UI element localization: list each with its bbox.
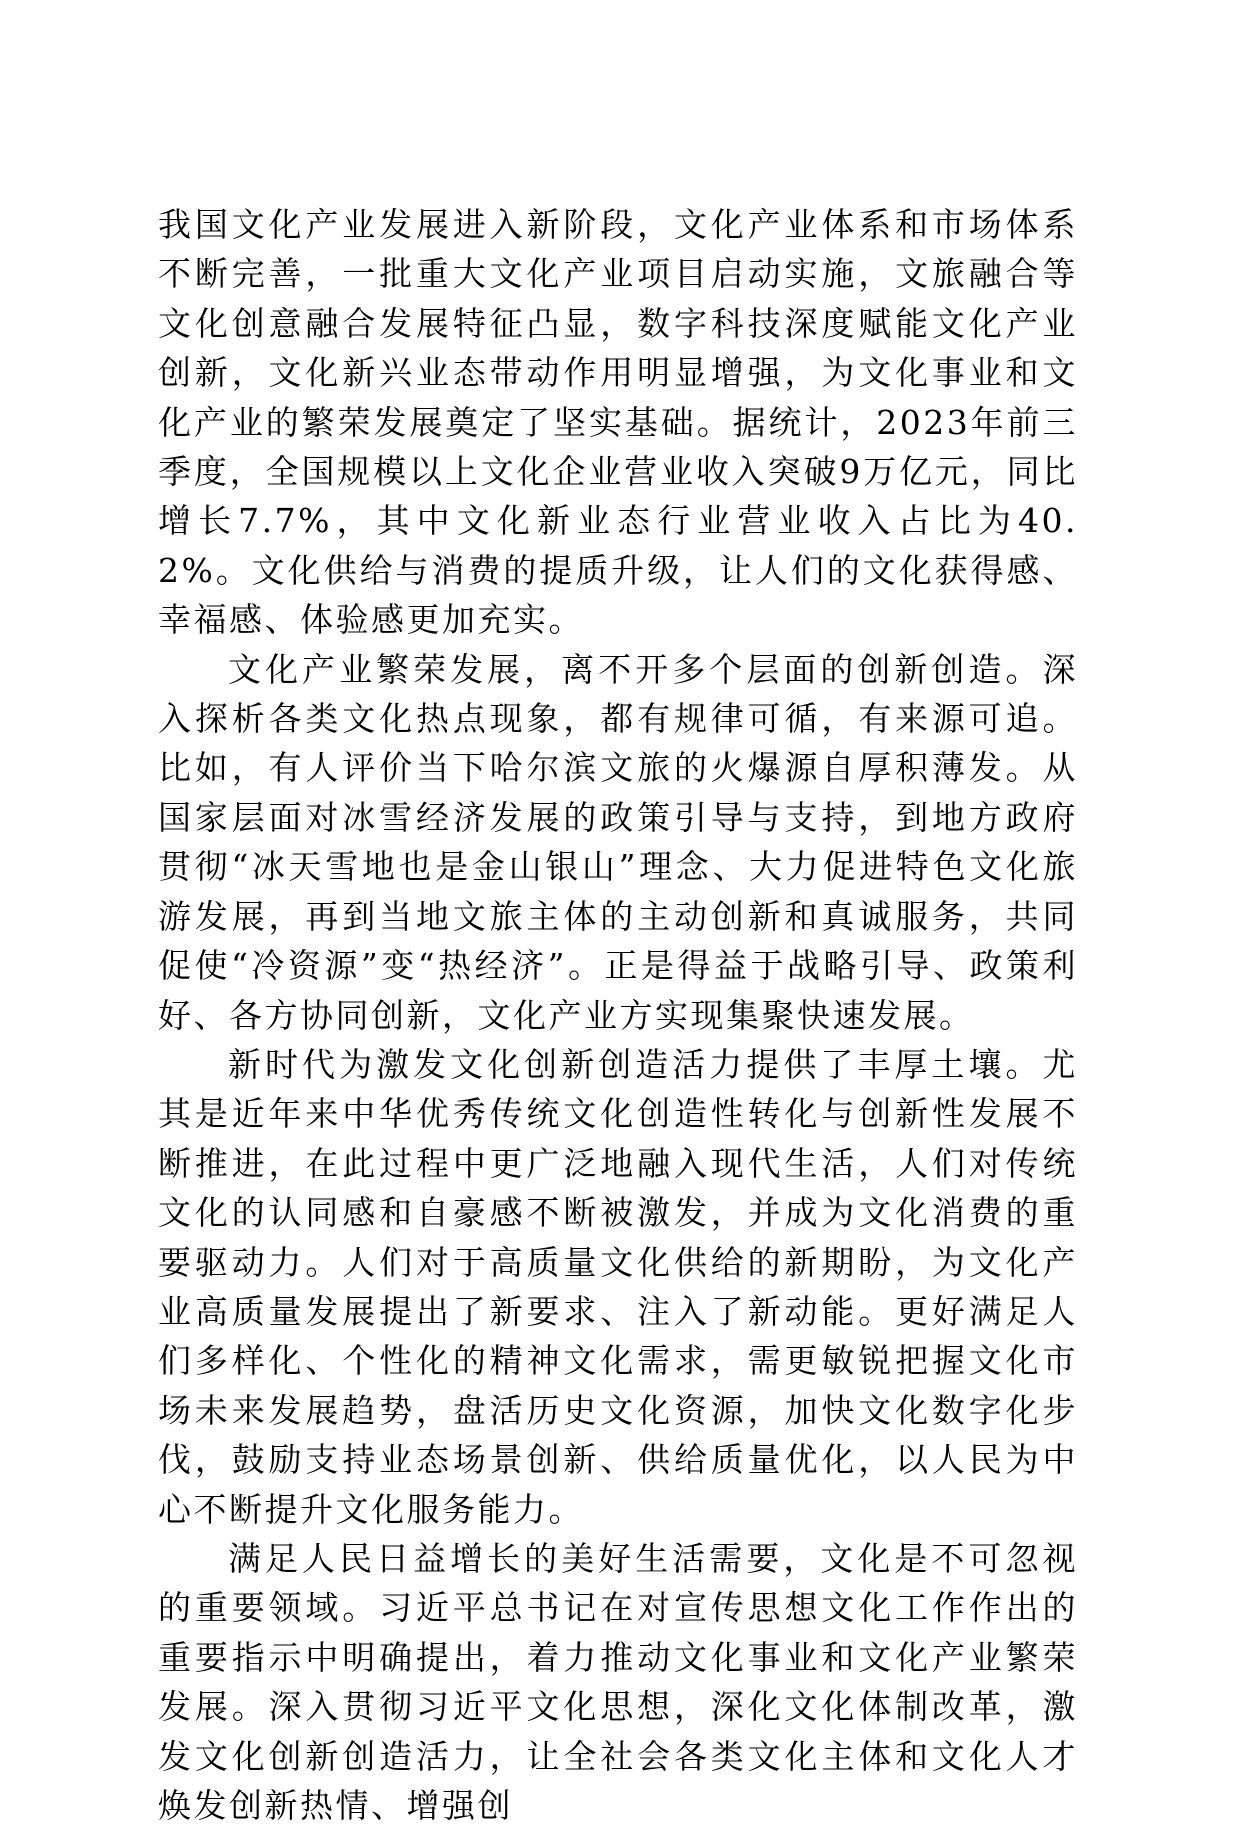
paragraph-1: 我国文化产业发展进入新阶段，文化产业体系和市场体系不断完善，一批重大文化产业项目启动实施，文旅融合等文化创意融合发展特征凸显，数字科技深度赋能文化产业创新，文化新兴业态带动作用明显增强，为文化事业和文化产业的繁荣发展奠定了坚实基础。据统计，2023年前三季度，全国规模以上文化企业营业收入突破9万亿元，同比增长7.7%，其中文化新业态行业营业收入占比为40.2%。文化供给与消费的提质升级，让人们的文化获得感、幸福感、体验感更加充实。 bbox=[158, 205, 1078, 640]
paragraph-4: 满足人民日益增长的美好生活需要，文化是不可忽视的重要领域。习近平总书记在对宣传思想文化工作作出的重要指示中明确提出，着力推动文化事业和文化产业繁荣发展。深入贯彻习近平文化思想，深化文化体制改革，激发文化创新创造活力，让全社会各类文化主体和文化人才焕发创新热情、增强创 bbox=[158, 1538, 1078, 1825]
paragraph-2: 文化产业繁荣发展，离不开多个层面的创新创造。深入探析各类文化热点现象，都有规律可循，有来源可追。比如，有人评价当下哈尔滨文旅的火爆源自厚积薄发。从国家层面对冰雪经济发展的政策引导与支持，到地方政府贯彻“冰天雪地也是金山银山”理念、大力促进特色文化旅游发展，再到当地文旅主体的主动创新和真诚服务，共同促使“冷资源”变“热经济”。正是得益于战略引导、政策利好、各方协同创新，文化产业方实现集聚快速发展。 bbox=[158, 649, 1078, 1035]
paragraph-3: 新时代为激发文化创新创造活力提供了丰厚土壤。尤其是近年来中华优秀传统文化创造性转化与创新性发展不断推进，在此过程中更广泛地融入现代生活，人们对传统文化的认同感和自豪感不断被激发，并成为文化消费的重要驱动力。人们对于高质量文化供给的新期盼，为文化产业高质量发展提出了新要求、注入了新动能。更好满足人们多样化、个性化的精神文化需求，需更敏锐把握文化市场未来发展趋势，盘活历史文化资源，加快文化数字化步伐，鼓励支持业态场景创新、供给质量优化，以人民为中心不断提升文化服务能力。 bbox=[158, 1044, 1078, 1529]
document-body bbox=[158, 200, 1078, 1830]
